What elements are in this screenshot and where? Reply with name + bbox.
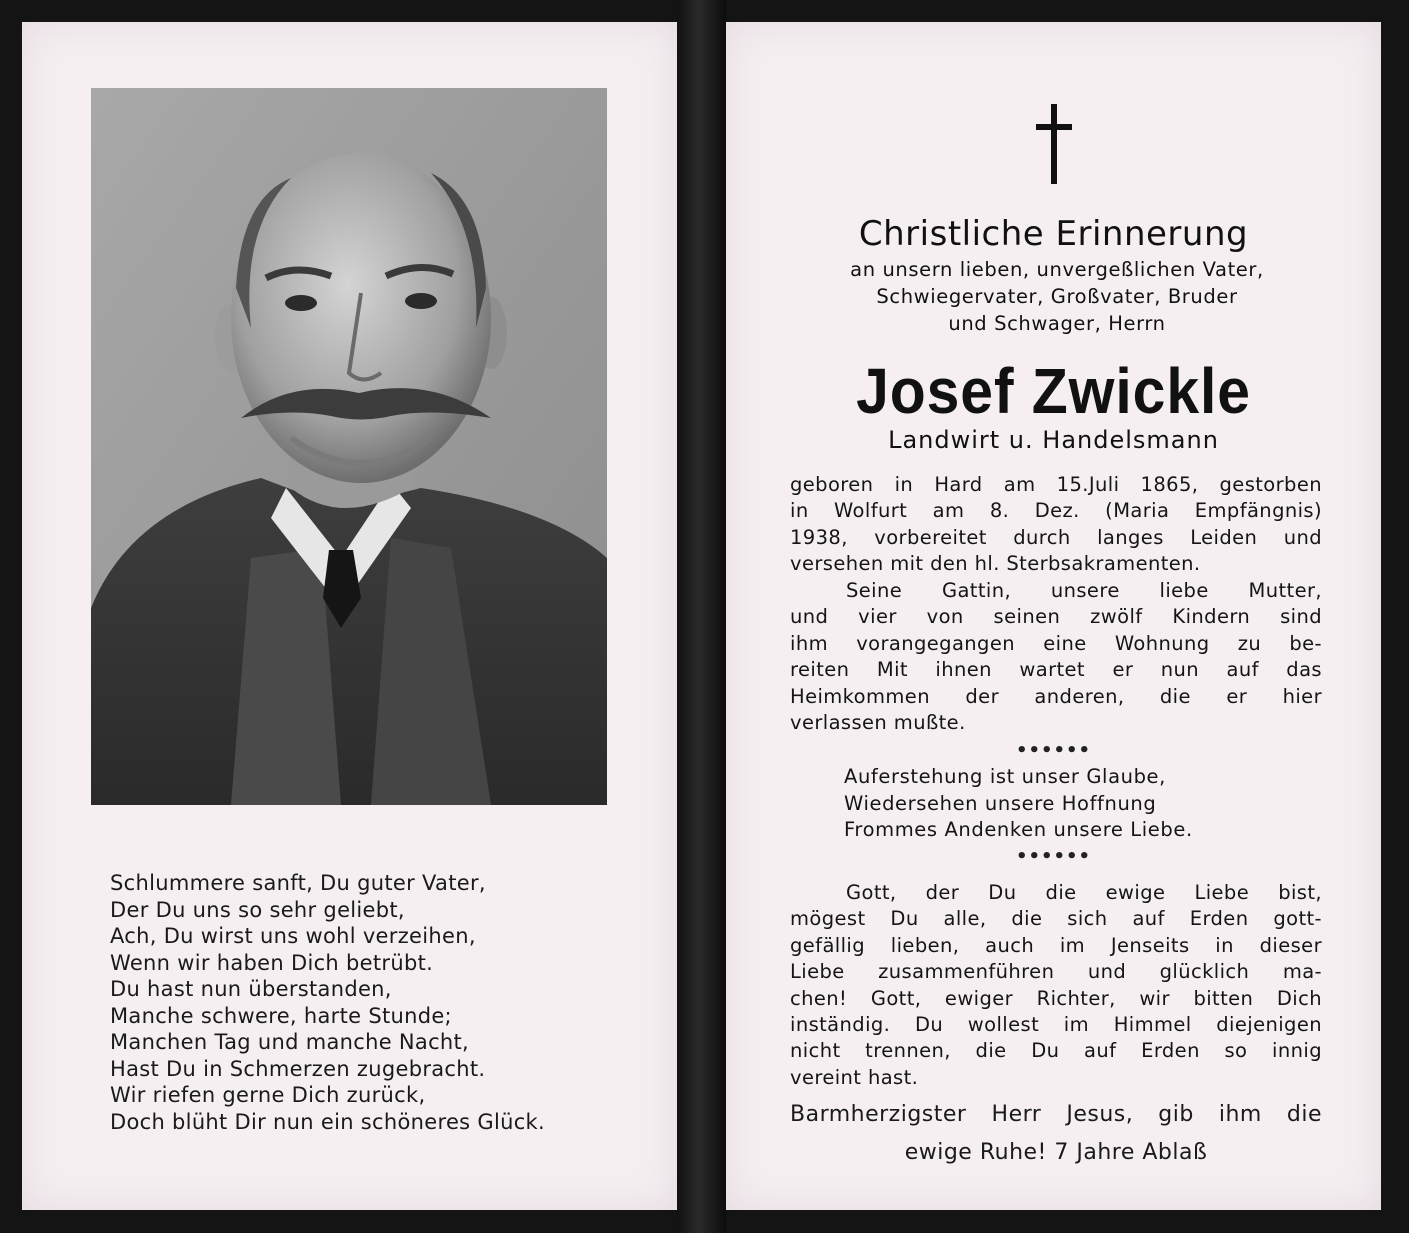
- prayer-line: vereint hast.: [790, 1065, 919, 1089]
- dedication: [784, 256, 1330, 337]
- poem-line: Manche schwere, harte Stunde;: [110, 1003, 452, 1028]
- dedication-line: und Schwager, Herrn: [948, 312, 1166, 335]
- poem-line: Wenn wir haben Dich betrübt.: [110, 950, 434, 975]
- card-fold: [677, 0, 726, 1233]
- motto-line: Auferstehung ist unser Glaube,: [844, 765, 1166, 788]
- family-line: und vier von seinen zwölf Kindern sind: [790, 605, 1322, 629]
- prayer-line: Liebe zusammenführen und glücklich ma-: [790, 960, 1322, 984]
- closing-line: ewige Ruhe! 7 Jahre Ablaß: [904, 1140, 1208, 1165]
- deceased-profession: Landwirt u. Handelsmann: [888, 426, 1219, 454]
- poem-line: Doch blüht Dir nun ein schöneres Glück.: [110, 1109, 545, 1134]
- card-heading: Christliche Erinnerung: [858, 214, 1249, 254]
- family-line: ihm vorangegangen eine Wohnung zu be-: [790, 631, 1322, 655]
- deceased-name: Josef Zwickle: [856, 355, 1251, 427]
- right-panel: [726, 22, 1381, 1210]
- portrait-photo: [91, 88, 607, 805]
- poem-line: Hast Du in Schmerzen zugebracht.: [110, 1056, 486, 1081]
- motto-line: Wiedersehen unsere Hoffnung: [844, 791, 1157, 815]
- motto-line: Frommes Andenken unsere Liebe.: [844, 818, 1193, 841]
- cross-icon: [1036, 104, 1072, 184]
- family-line: Seine Gattin, unsere liebe Mutter,: [846, 579, 1322, 602]
- family-line: verlassen mußte.: [790, 711, 966, 735]
- separator-bottom: ••••••: [1015, 846, 1092, 867]
- portrait-illustration: [91, 88, 607, 805]
- family-note: [790, 578, 1322, 736]
- prayer-line: chen! Gott, ewiger Richter, wir bitten Dich: [790, 986, 1322, 1010]
- biography-line: versehen mit den hl. Sterbsakramenten.: [790, 552, 1201, 576]
- prayer-line: inständig. Du wollest im Himmel diejenigen: [790, 1013, 1322, 1037]
- poem: [110, 870, 650, 1135]
- dedication-line: an unsern lieben, unvergeßlichen Vater,: [850, 258, 1264, 281]
- poem-line: Der Du uns so sehr geliebt,: [110, 897, 405, 922]
- closing-prayer: [790, 1096, 1322, 1172]
- prayer-line: mögest Du alle, die sich auf Erden gott-: [790, 907, 1322, 931]
- prayer-line: nicht trennen, die Du auf Erden so innig: [790, 1039, 1322, 1063]
- family-line: Heimkommen der anderen, die er hier: [790, 684, 1322, 708]
- poem-line: Manchen Tag und manche Nacht,: [110, 1030, 470, 1054]
- poem-line: Ach, Du wirst uns wohl verzeihen,: [110, 924, 476, 948]
- biography: [790, 472, 1322, 578]
- separator-top: ••••••: [1015, 740, 1092, 761]
- dedication-line: Schwiegervater, Großvater, Bruder: [876, 285, 1238, 308]
- biography-line: in Wolfurt am 8. Dez. (Maria Empfängnis): [790, 499, 1322, 523]
- poem-line: Wir riefen gerne Dich zurück,: [110, 1083, 426, 1107]
- poem-line: Du hast nun überstanden,: [110, 977, 392, 1001]
- closing-line: Barmherzigster Herr Jesus, gib ihm die: [790, 1102, 1322, 1127]
- motto: [844, 764, 1193, 844]
- prayer: [790, 880, 1322, 1091]
- left-panel: [22, 22, 677, 1210]
- biography-line: 1938, vorbereitet durch langes Leiden und: [790, 525, 1322, 549]
- prayer-line: gefällig lieben, auch im Jenseits in dieser: [790, 933, 1322, 957]
- prayer-line: Gott, der Du die ewige Liebe bist,: [846, 881, 1322, 904]
- biography-line: geboren in Hard am 15.Juli 1865, gestorben: [790, 473, 1322, 496]
- poem-line: Schlummere sanft, Du guter Vater,: [110, 871, 486, 895]
- family-line: reiten Mit ihnen wartet er nun auf das: [790, 658, 1322, 682]
